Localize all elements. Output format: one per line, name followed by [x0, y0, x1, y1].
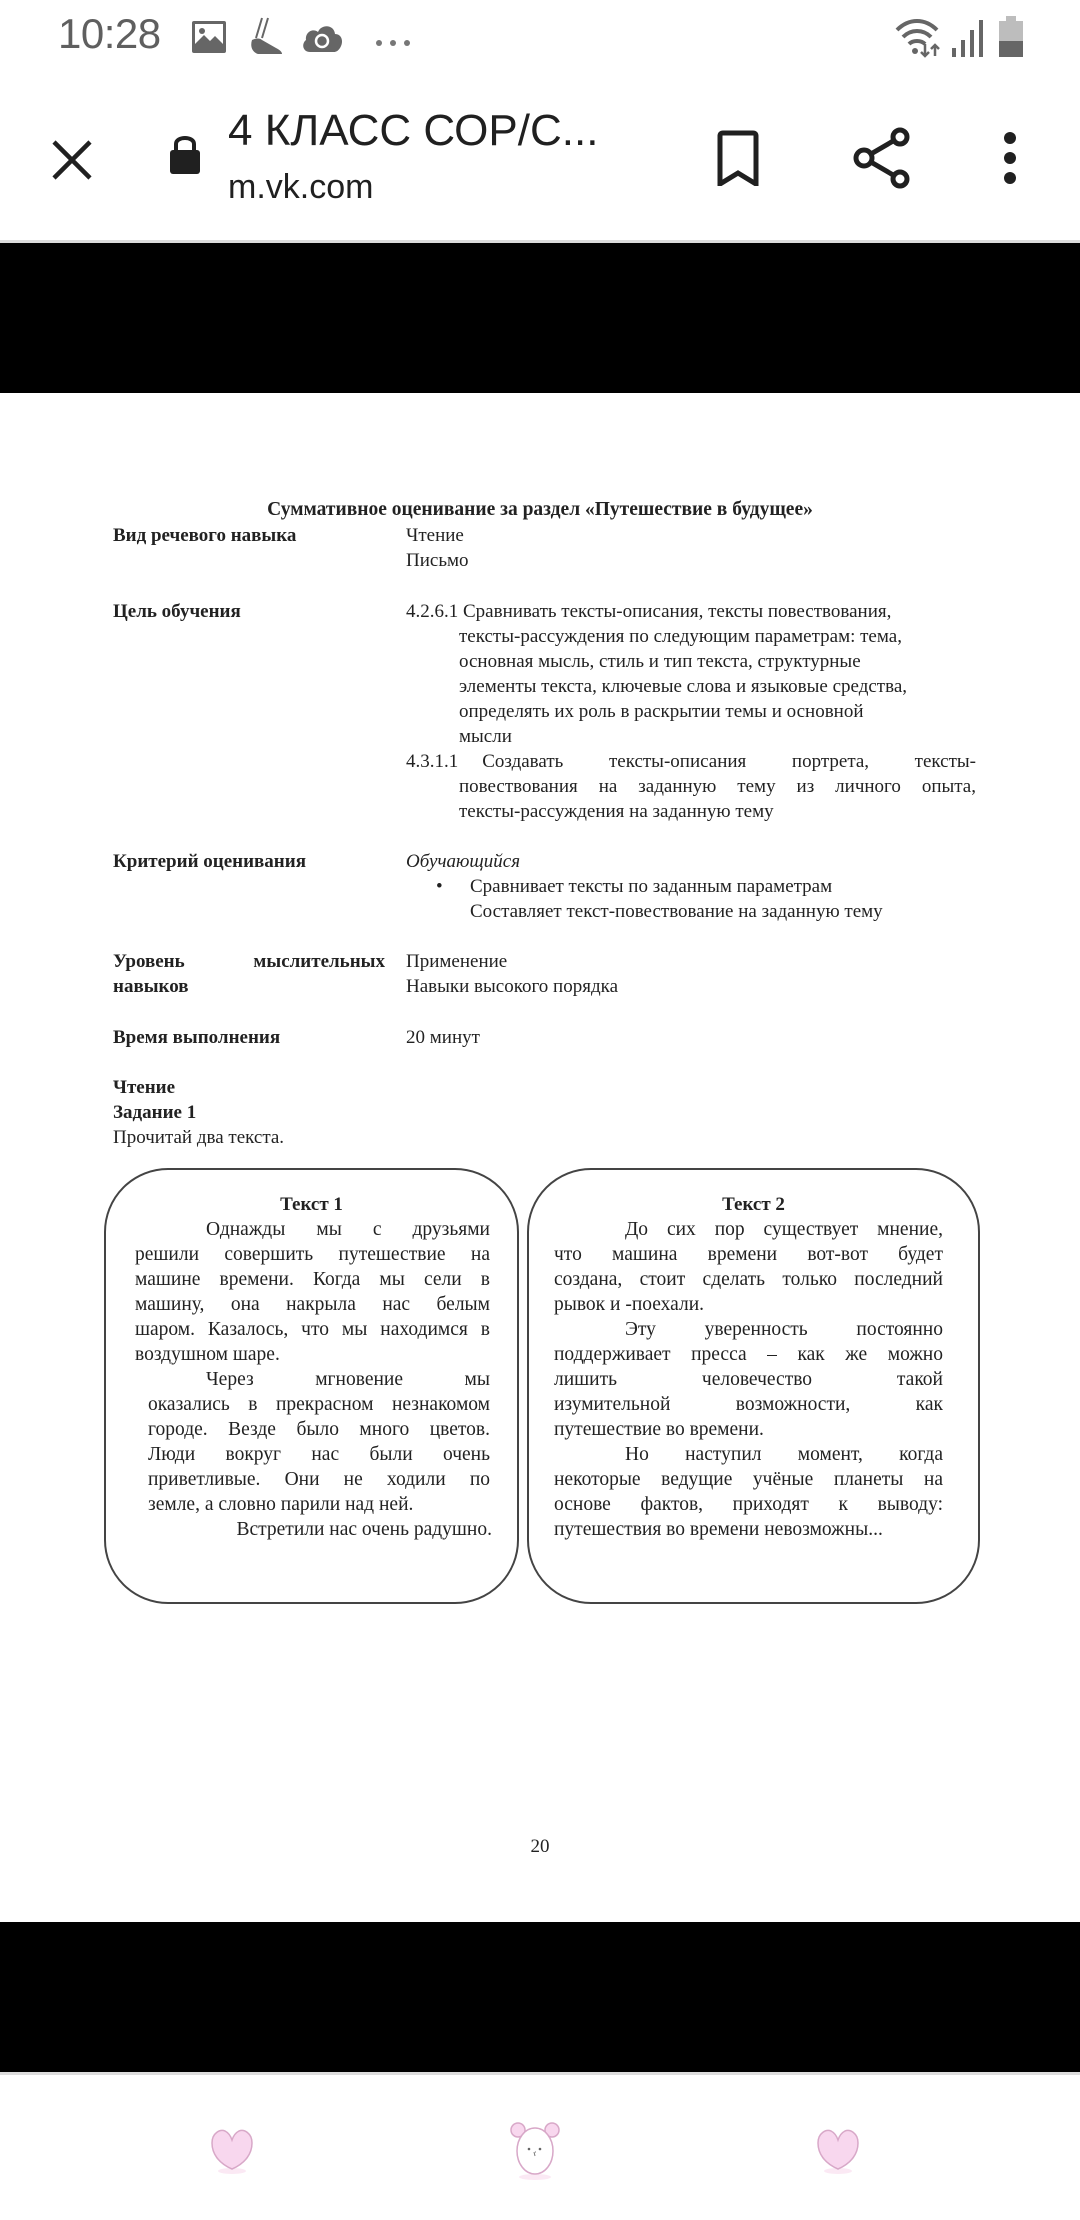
nav-home-button[interactable] [495, 2115, 575, 2185]
page-title: 4 КЛАСС СОР/С... [228, 106, 599, 155]
text-line: До сих пор существует мнение, [625, 1219, 943, 1240]
close-icon [50, 138, 94, 182]
close-button[interactable] [40, 128, 104, 192]
signal-icon [950, 18, 984, 63]
text-line: рывок и -поехали. [554, 1294, 705, 1315]
skill-value: Письмо [406, 550, 469, 571]
goal-text: Сравнивать тексты-описания, тексты повествования, [463, 601, 892, 622]
text-line: создана, стоит сделать только последний [554, 1269, 943, 1290]
share-icon [852, 127, 912, 189]
text-box-1 [104, 1168, 519, 1604]
document-page[interactable] [0, 393, 1080, 1922]
text-line: Но наступил момент, когда [625, 1444, 943, 1465]
goal-first-line [406, 749, 976, 774]
status-time: 10:28 [58, 10, 161, 57]
text-line: лишить человечество такой [554, 1369, 943, 1390]
row-label-criteria: Критерий оценивания [113, 851, 306, 872]
goal-line: тексты-рассуждения на заданную тему [459, 801, 774, 822]
text-box-title: Текст 2 [722, 1194, 785, 1215]
skill-value: Чтение [406, 525, 464, 546]
heart-icon [208, 2125, 256, 2175]
goal-code: 4.3.1.1 [406, 751, 459, 772]
wifi-icon [895, 18, 941, 63]
battery-icon [998, 16, 1024, 63]
image-icon [191, 20, 227, 59]
heart-icon [814, 2125, 862, 2175]
more-vert-icon [1002, 130, 1018, 186]
text-line: некоторые ведущие учёные планеты на [554, 1469, 943, 1490]
bookmark-button[interactable] [706, 122, 770, 194]
thinking-value: Применение [406, 951, 508, 972]
text-line: путешествия во времени невозможны... [554, 1519, 883, 1540]
text-box-title: Текст 1 [280, 1194, 343, 1215]
criteria-item: Сравнивает тексты по заданным параметрам [470, 876, 833, 897]
thinking-value: Навыки высокого порядка [406, 976, 618, 997]
text-line: Встретили нас очень радушно. [236, 1519, 492, 1540]
text-line: изумительной возможности, как [554, 1394, 943, 1415]
text-line: Однажды мы с друзьями [206, 1219, 490, 1240]
criteria-intro: Обучающийся [406, 851, 521, 872]
text-line: воздушном шаре. [135, 1344, 280, 1365]
text-line: машине времени. Когда мы сели в [135, 1269, 490, 1290]
text-line: приветливые. Они не ходили по [148, 1469, 490, 1490]
bookmark-icon [716, 130, 760, 186]
row-label-skill-type: Вид речевого навыка [113, 525, 297, 546]
viewer-margin-bottom [0, 1922, 1080, 2072]
row-label-thinking-level-cont: навыков [113, 976, 189, 997]
text-box-2 [527, 1168, 980, 1604]
text-line: городе. Везде было много цветов. [148, 1419, 490, 1440]
text-line: Через мгновение мы [206, 1369, 490, 1390]
goal-text: Создавать тексты-описания портрета, тексты- [482, 751, 976, 772]
page-url: m.vk.com [228, 168, 374, 206]
criteria-item: Составляет текст-повествование на заданную тему [470, 901, 883, 922]
goal-line: элементы текста, ключевые слова и языковые средства, [459, 676, 908, 697]
goal-code: 4.2.6.1 [406, 601, 459, 622]
task-instruction: Прочитай два текста. [113, 1127, 285, 1148]
viewer-margin-top [0, 243, 1080, 393]
nav-recents-button[interactable] [798, 2115, 878, 2185]
shoe-icon [248, 16, 286, 61]
more-notifications-icon [375, 34, 411, 52]
row-label-thinking-level: Уровень мыслительных [113, 951, 385, 972]
status-bar [0, 0, 1080, 80]
text-line: оказались в прекрасном незнакомом [148, 1394, 490, 1415]
text-line: путешествие во времени. [554, 1419, 764, 1440]
task-heading: Задание 1 [113, 1102, 197, 1123]
text-line: машину, она накрыла нас белым [135, 1294, 490, 1315]
goal-line: определять их роль в раскрытии темы и основной [459, 701, 864, 722]
bear-icon [505, 2119, 565, 2181]
page-number: 20 [530, 1836, 550, 1857]
text-line: земле, а словно парили над ней. [148, 1494, 414, 1515]
browser-toolbar [0, 80, 1080, 240]
text-line: Эту уверенность постоянно [625, 1319, 943, 1340]
row-label-time: Время выполнения [113, 1027, 281, 1048]
goal-line: основная мысль, стиль и тип текста, структурные [459, 651, 861, 672]
text-line: поддерживает пресса – как же можно [554, 1344, 943, 1365]
bullet: • [436, 876, 443, 897]
text-line: основе фактов, приходят к выводу: [554, 1494, 943, 1515]
section-heading: Чтение [113, 1077, 176, 1098]
goal-line: тексты-рассуждения по следующим параметрам: тема, [459, 626, 902, 647]
text-line: Люди вокруг нас были очень [148, 1444, 490, 1465]
share-button[interactable] [846, 122, 918, 194]
text-line: шаром. Казалось, что мы находимся в [135, 1319, 490, 1340]
navigation-bar [0, 2075, 1080, 2220]
document-title: Суммативное оценивание за раздел «Путешествие в будущее» [267, 499, 813, 520]
text-line: что машина времени вот-вот будет [554, 1244, 943, 1265]
goal-first-line [406, 599, 891, 624]
text-line: решили совершить путешествие на [135, 1244, 490, 1265]
cloud-sync-icon [300, 20, 344, 59]
more-options-button[interactable] [980, 122, 1040, 194]
row-label-learning-goal: Цель обучения [113, 601, 241, 622]
goal-line: повествования на заданную тему из личного опыта, [459, 776, 976, 797]
lock-icon [168, 132, 202, 181]
time-value: 20 минут [406, 1027, 480, 1048]
goal-line: мысли [459, 726, 512, 747]
nav-back-button[interactable] [192, 2115, 272, 2185]
